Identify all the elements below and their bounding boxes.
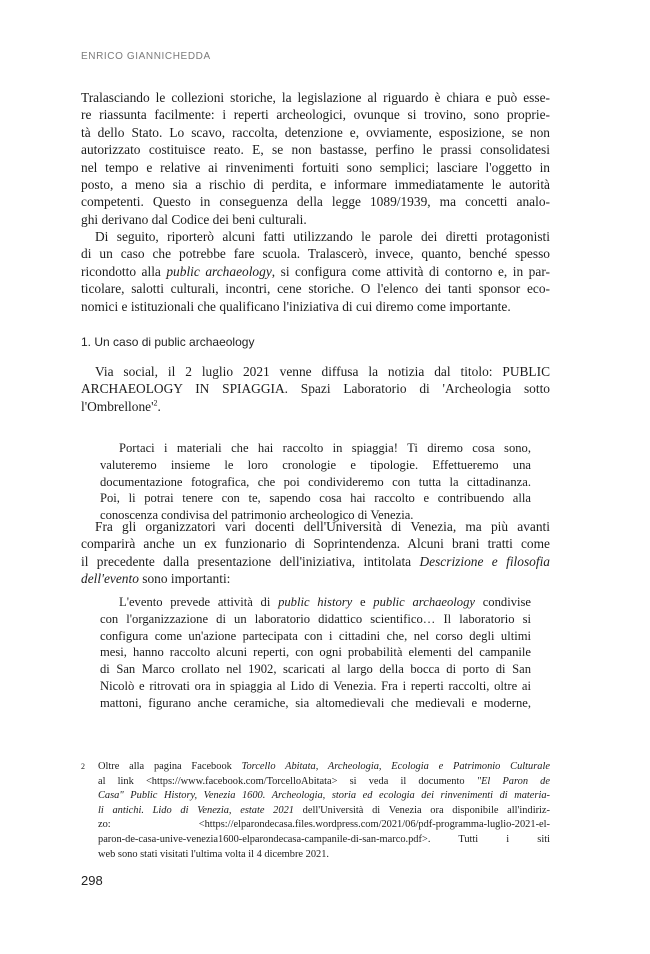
text-line: Di seguito, riporterò alcuni fatti utilizzando le parole dei diretti protagonisti (95, 229, 550, 244)
italic-title: Torcello Abitata, Archeologia, Ecologia e Patrimonio Culturale (241, 761, 550, 772)
footnote-line: al link <https://www.facebook.com/TorcelloAbitata> si veda il documento "El Paron de (98, 775, 550, 787)
italic-title: li antichi. Lido di Venezia, estate 2021 (98, 804, 294, 816)
quote-line: valuteremo insieme le loro cronologie e tipologie. Effettueremo una (100, 457, 531, 472)
quote-line: con l'organizzazione di un laboratorio didattico scientifico… Il laboratorio si (100, 611, 531, 626)
text-line: nomici e istituzionali che qualificano l'iniziativa di cui diremo come importante. (81, 298, 511, 314)
text-line: comparirà anche un ex funzionario di Soprintendenza. Alcuni brani tratti come (81, 536, 550, 552)
footnote-line (98, 789, 550, 804)
text-line: dell'evento sono importanti: (81, 571, 231, 587)
text-line: ARCHAEOLOGY IN SPIAGGIA. Spazi Laboratorio di 'Archeologia sotto (81, 381, 550, 397)
text-line: ticolare, salotti culturali, incontri, cene storiche. O l'elenco dei tanti sponsor eco- (81, 281, 550, 297)
quote-line: L'evento prevede attività di public history e public archaeology condivise (119, 595, 531, 609)
quote-line: conoscenza condivisa del patrimonio archeologico di Venezia. (100, 508, 414, 523)
italic-title: Casa" Public History, Venezia 1600. Archeologia, storia ed ecologia dei rinvenimenti di materia- (98, 790, 550, 802)
italic-term: public archaeology (166, 263, 272, 279)
text-line: Fra gli organizzatori vari docenti dell'Università di Venezia, ma più avanti (95, 519, 550, 534)
paragraph-1 (81, 89, 550, 228)
quote-line: mattoni, figurano anche ceramiche, sia altomedievali che medievali e moderne, (100, 695, 531, 710)
page-number: 298 (81, 873, 103, 888)
italic-title: "El Paron de (476, 775, 550, 787)
quote-line: di San Marco crollato nel 1902, scaricati al largo della bocca di porto di San (100, 662, 531, 677)
text-line: ricondotto alla public archaeology, si configura come attività di contorno e, in par- (81, 263, 550, 279)
footnote-ref[interactable]: 2 (153, 398, 158, 408)
text-line: re riassunta facilmente: i reperti archeologici, ovunque si trovino, sono proprie- (81, 107, 550, 123)
text-line: autorizzato costituisce reato. E, se non bastasse, perfino le prassi consolidatesi (81, 142, 550, 158)
block-quote-2 (100, 594, 531, 712)
text-line: competenti. Questo in conseguenza della legge 1089/1939, ma concetti analo- (81, 194, 550, 210)
italic-title: Descrizione e filosofia (419, 553, 550, 569)
block-quote-1 (100, 440, 531, 524)
running-head: ENRICO GIANNICHEDDA (81, 51, 211, 62)
italic-term: public history (278, 595, 353, 609)
text-line: nel tempo e relative ai rinvenimenti fortuiti sono semplici; lasciare l'oggetto in (81, 159, 550, 175)
text-line: di un caso che potrebbe fare scuola. Tralascerò, invece, quanto, benché spesso (81, 246, 550, 262)
paragraph-3 (81, 363, 550, 415)
footnote-line: Oltre alla pagina Facebook Torcello Abitata, Archeologia, Ecologia e Patrimonio Culturale (98, 761, 550, 772)
footnote-body (98, 760, 550, 862)
text-line: Via social, il 2 luglio 2021 venne diffusa la notizia dal titolo: PUBLIC (95, 364, 550, 379)
paragraph-2 (81, 228, 550, 315)
footnote-line: paron-de-casa-unive-venezia1600-elparondecasa-campanile-di-san-marco.pdf>. Tutti i siti (98, 833, 550, 845)
italic-term: public archaeology (373, 595, 475, 609)
text-line: $l'Ombrellone'^2$. (81, 398, 161, 414)
quote-line: configura come un'azione partecipata con i cittadini che, nel corso degli ultimi (100, 628, 531, 643)
text-line: ghi derivano dal Codice dei beni culturali. (81, 211, 307, 227)
quote-line: Poi, li potrai tenere con te, sapendo cosa hai raccolto e contribuendo alla (100, 491, 531, 506)
quote-line: mesi, hanno raccolto alcuni reperti, con ogni probabilità elementi del campanile (100, 645, 531, 660)
text-line: posto, a meno sia a rischio di perdita, e informare immediatamente le autorità (81, 177, 550, 193)
italic-title: dell'evento (81, 571, 139, 587)
quote-line: Portaci i materiali che hai raccolto in spiaggia! Ti diremo cosa sono, (119, 441, 531, 455)
paragraph-4 (81, 518, 550, 588)
footnote-line: zo: <https://elparondecasa.files.wordpress.com/2021/06/pdf-programma-luglio-2021-el- (98, 819, 550, 831)
footnote-line: li antichi. Lido di Venezia, estate 2021 dell'Università di Venezia ora disponibile all'indiriz- (98, 804, 551, 816)
text-line: il precedente dalla presentazione dell'iniziativa, intitolata Descrizione e filosofia (81, 553, 550, 569)
quote-line: documentazione fotografica, che poi condivideremo con tutta la cittadinanza. (100, 474, 531, 489)
text-line: Tralasciando le collezioni storiche, la legislazione al riguardo è chiara e può esse- (81, 90, 550, 105)
quote-line: Nicolò e ritrovati ora in spiaggia al Lido di Venezia. Fra i reperti raccolti, oltre ai (100, 678, 531, 693)
footnote-number: 2 (81, 762, 85, 771)
section-title: 1. Un caso di public archaeology (81, 335, 255, 349)
footnote-line: web sono stati visitati l'ultima volta il 4 dicembre 2021. (98, 848, 330, 860)
text-line: tà dello Stato. Lo scavo, raccolta, detenzione e, ovviamente, esposizione, se non (81, 124, 550, 140)
